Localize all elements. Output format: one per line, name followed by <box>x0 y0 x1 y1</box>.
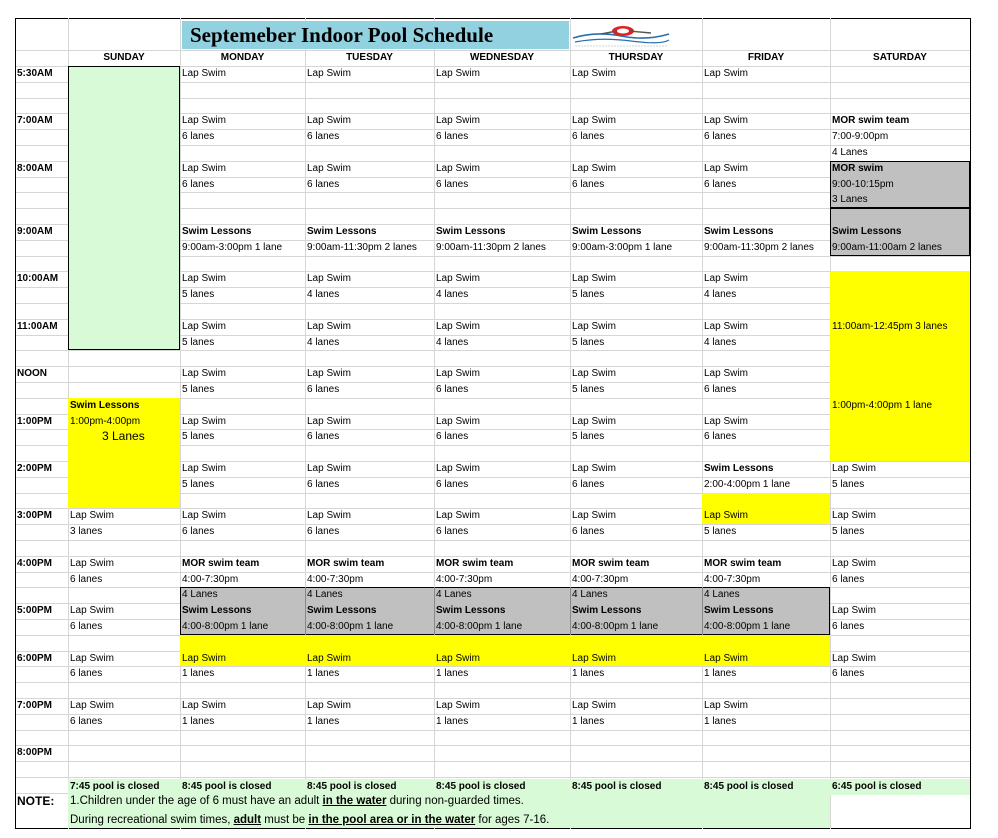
entry-text: 4:00-8:00pm 1 lane <box>704 621 791 632</box>
entry-text: Lap Swim <box>704 68 748 79</box>
day-header-saturday: SATURDAY <box>873 52 927 63</box>
entry-text: 6 lanes <box>572 526 605 537</box>
entry-text: 6 lanes <box>436 479 469 490</box>
entry-text: 6 lanes <box>572 131 605 142</box>
sun-closed <box>68 66 180 350</box>
entry-text: 4 lanes <box>436 289 469 300</box>
entry-text: 1 lanes <box>182 716 215 727</box>
mor-divider <box>305 587 306 635</box>
mor-divider <box>434 587 435 635</box>
entry-text: 6 lanes <box>572 179 605 190</box>
entry-text: 2:00-4:00pm 1 lane <box>704 479 791 490</box>
time-label: 10:00AM <box>17 273 59 284</box>
mor-divider <box>702 587 703 635</box>
entry-text: 4 lanes <box>704 337 737 348</box>
entry-text: 4:00-8:00pm 1 lane <box>182 621 269 632</box>
entry-text: 6 lanes <box>704 131 737 142</box>
entry-text: 4 Lanes <box>182 589 218 600</box>
entry-text: Lap Swim <box>307 700 351 711</box>
entry-heading: MOR swim <box>832 163 884 174</box>
entry-text: 1 lanes <box>307 668 340 679</box>
entry-text: 1 lanes <box>572 668 605 679</box>
entry-text: 1 lanes <box>307 716 340 727</box>
entry-text: Lap Swim <box>307 273 351 284</box>
entry-text: Lap Swim <box>307 463 351 474</box>
entry-text: Lap Swim <box>832 605 876 616</box>
entry-text: 1 lanes <box>704 668 737 679</box>
entry-text: Lap Swim <box>572 163 616 174</box>
entry-heading: Swim Lessons <box>182 226 252 237</box>
time-label: 6:00PM <box>17 653 53 664</box>
entry-text: 9:00-10:15pm <box>832 179 894 190</box>
entry-heading: Swim Lessons <box>436 605 506 616</box>
entry-text: Lap Swim <box>182 273 226 284</box>
grid-row-line <box>15 761 970 762</box>
entry-heading: MOR swim team <box>182 558 260 569</box>
entry-text: Lap Swim <box>182 416 226 427</box>
sunday-lanes-text: 3 Lanes <box>102 429 145 443</box>
entry-text: Lap Swim <box>182 700 226 711</box>
entry-text: 11:00am-12:45pm 3 lanes <box>832 321 948 332</box>
time-label: 5:00PM <box>17 605 53 616</box>
entry-text: 9:00am-11:30pm 2 lanes <box>307 242 417 253</box>
entry-text: 5 lanes <box>832 526 865 537</box>
swimmer-logo-icon <box>571 22 671 48</box>
entry-text: 4:00-8:00pm 1 lane <box>572 621 659 632</box>
grid-col-line <box>570 18 571 829</box>
grid-col-line <box>15 18 16 829</box>
grid-bottom-line <box>15 828 970 829</box>
entry-heading: Swim Lessons <box>436 226 506 237</box>
entry-text: Lap Swim <box>832 463 876 474</box>
sat-lessons <box>830 271 970 461</box>
entry-text: 5 lanes <box>704 526 737 537</box>
entry-text: Lap Swim <box>307 163 351 174</box>
entry-text: Lap Swim <box>436 273 480 284</box>
entry-text: 4:00-8:00pm 1 lane <box>436 621 523 632</box>
closing-time: 8:45 pool is closed <box>436 781 526 792</box>
note-emphasis: in the water <box>322 795 387 807</box>
entry-text: 6 lanes <box>704 179 737 190</box>
entry-text: Lap Swim <box>704 510 748 521</box>
entry-text: Lap Swim <box>572 115 616 126</box>
entry-text: 1 lanes <box>436 716 469 727</box>
entry-text: 4:00-7:30pm <box>572 574 629 585</box>
entry-text: 6 lanes <box>70 621 103 632</box>
entry-text: 6 lanes <box>182 179 215 190</box>
note-label: NOTE: <box>17 794 55 808</box>
entry-text: Lap Swim <box>572 321 616 332</box>
entry-text: 9:00am-3:00pm 1 lane <box>572 242 673 253</box>
entry-text: 5 lanes <box>182 479 215 490</box>
entry-text: 6 lanes <box>307 384 340 395</box>
closing-time: 8:45 pool is closed <box>572 781 662 792</box>
entry-text: Lap Swim <box>704 273 748 284</box>
grid-row-line <box>15 698 970 699</box>
entry-text: 4 lanes <box>436 337 469 348</box>
note-text: During recreational swim times, <box>70 814 234 826</box>
grid-row-line <box>15 682 970 683</box>
entry-text: 6 lanes <box>182 131 215 142</box>
entry-text: Lap Swim <box>436 68 480 79</box>
entry-text: Lap Swim <box>70 605 114 616</box>
entry-text: 6 lanes <box>436 526 469 537</box>
time-label: 7:00AM <box>17 115 53 126</box>
entry-text: 6 lanes <box>70 668 103 679</box>
entry-text: Lap Swim <box>436 463 480 474</box>
time-label: NOON <box>17 368 47 379</box>
note-emphasis: adult <box>233 814 262 826</box>
grid-row-line <box>15 350 970 351</box>
entry-text: 4:00-7:30pm <box>704 574 761 585</box>
entry-text: Lap Swim <box>70 700 114 711</box>
entry-text: 6 lanes <box>307 179 340 190</box>
entry-text: Lap Swim <box>182 68 226 79</box>
entry-text: 6 lanes <box>436 179 469 190</box>
entry-heading: Swim Lessons <box>832 226 902 237</box>
entry-text: 6 lanes <box>436 384 469 395</box>
entry-text: 4:00-8:00pm 1 lane <box>307 621 394 632</box>
entry-text: Lap Swim <box>572 700 616 711</box>
entry-text: 5 lanes <box>182 384 215 395</box>
note-text: during non-guarded times. <box>386 795 524 807</box>
entry-text: Lap Swim <box>832 510 876 521</box>
closing-time: 8:45 pool is closed <box>307 781 397 792</box>
entry-text: 5 lanes <box>182 337 215 348</box>
entry-text: 4 Lanes <box>704 589 740 600</box>
day-header-wednesday: WEDNESDAY <box>469 52 535 63</box>
entry-text: Lap Swim <box>182 653 226 664</box>
entry-heading: Swim Lessons <box>704 226 774 237</box>
entry-text: Lap Swim <box>436 368 480 379</box>
entry-text: Lap Swim <box>307 653 351 664</box>
entry-text: 6 lanes <box>436 431 469 442</box>
entry-text: 9:00am-11:00am 2 lanes <box>832 242 942 253</box>
entry-text: 1:00pm-4:00pm 1 lane <box>832 400 933 411</box>
entry-text: Lap Swim <box>70 558 114 569</box>
entry-text: Lap Swim <box>704 321 748 332</box>
time-label: 5:30AM <box>17 68 53 79</box>
entry-text: Lap Swim <box>436 163 480 174</box>
entry-text: 3 Lanes <box>832 194 868 205</box>
entry-text: 9:00am-11:30pm 2 lanes <box>704 242 814 253</box>
entry-text: 4 Lanes <box>832 147 868 158</box>
entry-text: Lap Swim <box>436 700 480 711</box>
entry-text: 5 lanes <box>572 337 605 348</box>
entry-text: 5 lanes <box>182 431 215 442</box>
entry-text: 9:00am-11:30pm 2 lanes <box>436 242 546 253</box>
closing-time: 8:45 pool is closed <box>182 781 272 792</box>
entry-text: Lap Swim <box>307 416 351 427</box>
entry-text: Lap Swim <box>182 115 226 126</box>
entry-text: Lap Swim <box>182 163 226 174</box>
grid-col-line <box>434 18 435 829</box>
entry-text: Lap Swim <box>572 653 616 664</box>
time-label: 1:00PM <box>17 416 53 427</box>
entry-text: 4:00-7:30pm <box>307 574 364 585</box>
grid-row-line <box>15 730 970 731</box>
schedule-title: Septemeber Indoor Pool Schedule <box>182 21 569 49</box>
entry-text: 6 lanes <box>307 131 340 142</box>
entry-text: 4:00-7:30pm <box>182 574 239 585</box>
entry-heading: Swim Lessons <box>307 605 377 616</box>
note-text: for ages 7-16. <box>475 814 550 826</box>
entry-text: Lap Swim <box>704 416 748 427</box>
entry-text: 3 lanes <box>70 526 103 537</box>
entry-text: 6 lanes <box>436 131 469 142</box>
grid-row-line <box>15 777 970 778</box>
entry-text: 4 lanes <box>307 337 340 348</box>
grid-row-line <box>15 366 970 367</box>
grid-col-line <box>180 18 181 829</box>
entry-text: 5 lanes <box>572 289 605 300</box>
entry-text: Lap Swim <box>704 163 748 174</box>
entry-heading: Swim Lessons <box>572 226 642 237</box>
entry-text: Lap Swim <box>572 463 616 474</box>
entry-text: 5 lanes <box>832 479 865 490</box>
entry-text: 4 lanes <box>307 289 340 300</box>
entry-text: 6 lanes <box>307 479 340 490</box>
entry-text: 6 lanes <box>704 384 737 395</box>
time-label: 2:00PM <box>17 463 53 474</box>
time-label: 8:00PM <box>17 747 53 758</box>
grid-col-line <box>702 18 703 829</box>
entry-text: Lap Swim <box>436 653 480 664</box>
entry-heading: MOR swim team <box>307 558 385 569</box>
entry-text: Lap Swim <box>832 653 876 664</box>
entry-text: 5 lanes <box>182 289 215 300</box>
grid-row-line <box>15 572 970 573</box>
entry-text: Lap Swim <box>436 115 480 126</box>
day-header-thursday: THURSDAY <box>608 52 664 63</box>
grid-row-line <box>15 714 970 715</box>
time-label: 8:00AM <box>17 163 53 174</box>
entry-text: 4 Lanes <box>307 589 343 600</box>
time-label: 11:00AM <box>17 321 58 332</box>
entry-text: Lap Swim <box>572 368 616 379</box>
entry-text: Lap Swim <box>572 416 616 427</box>
entry-text: 6 lanes <box>307 431 340 442</box>
entry-text: Lap Swim <box>572 68 616 79</box>
entry-text: 1:00pm-4:00pm <box>70 416 141 427</box>
entry-text: 1 lanes <box>572 716 605 727</box>
entry-text: 7:00-9:00pm <box>832 131 889 142</box>
entry-text: Lap Swim <box>182 368 226 379</box>
entry-heading: MOR swim team <box>704 558 782 569</box>
entry-text: Lap Swim <box>704 368 748 379</box>
entry-text: Lap Swim <box>182 463 226 474</box>
entry-text: Lap Swim <box>704 115 748 126</box>
entry-text: 6 lanes <box>182 526 215 537</box>
grid-row-line <box>15 524 970 525</box>
entry-heading: MOR swim team <box>832 115 910 126</box>
day-header-sunday: SUNDAY <box>103 52 145 63</box>
note-line-1 <box>70 793 524 809</box>
grid-row-line <box>15 745 970 746</box>
entry-heading: Swim Lessons <box>182 605 252 616</box>
closing-time: 6:45 pool is closed <box>832 781 922 792</box>
entry-heading: MOR swim team <box>572 558 650 569</box>
entry-text: 6 lanes <box>70 716 103 727</box>
grid-col-line <box>970 18 971 829</box>
entry-text: 1 lanes <box>182 668 215 679</box>
entry-text: Lap Swim <box>704 653 748 664</box>
time-label: 7:00PM <box>17 700 53 711</box>
entry-text: 5 lanes <box>572 431 605 442</box>
entry-heading: Swim Lessons <box>704 605 774 616</box>
entry-text: 9:00am-3:00pm 1 lane <box>182 242 283 253</box>
entry-text: 6 lanes <box>704 431 737 442</box>
note-text: must be <box>261 814 309 826</box>
entry-text: Lap Swim <box>182 510 226 521</box>
entry-text: Lap Swim <box>70 653 114 664</box>
day-header-monday: MONDAY <box>220 52 265 63</box>
grid-top-line <box>15 18 970 19</box>
entry-text: Lap Swim <box>436 416 480 427</box>
note-line-2 <box>70 812 549 828</box>
note-emphasis: in the pool area or in the water <box>308 814 476 826</box>
entry-text: Lap Swim <box>832 558 876 569</box>
note-text: 1.Children under the age of 6 must have an adult <box>70 795 323 807</box>
entry-text: 6 lanes <box>832 621 865 632</box>
entry-text: 6 lanes <box>832 574 865 585</box>
entry-text: 4 Lanes <box>572 589 608 600</box>
entry-text: 6 lanes <box>307 526 340 537</box>
entry-text: Lap Swim <box>572 273 616 284</box>
day-header-friday: FRIDAY <box>747 52 785 63</box>
entry-text: Lap Swim <box>307 321 351 332</box>
grid-col-line <box>305 18 306 829</box>
entry-text: 5 lanes <box>572 384 605 395</box>
closing-time: 7:45 pool is closed <box>70 781 160 792</box>
closing-time: 8:45 pool is closed <box>704 781 794 792</box>
entry-text: Lap Swim <box>572 510 616 521</box>
time-label: 4:00PM <box>17 558 53 569</box>
entry-text: Lap Swim <box>307 368 351 379</box>
mor-divider <box>570 587 571 635</box>
entry-heading: Swim Lessons <box>307 226 377 237</box>
time-label: 3:00PM <box>17 510 53 521</box>
entry-text: Lap Swim <box>436 321 480 332</box>
entry-text: Lap Swim <box>307 68 351 79</box>
entry-text: Lap Swim <box>704 700 748 711</box>
entry-text: 1 lanes <box>704 716 737 727</box>
entry-heading: Swim Lessons <box>70 400 140 411</box>
entry-text: 4 lanes <box>704 289 737 300</box>
entry-text: Lap Swim <box>307 115 351 126</box>
entry-text: 6 lanes <box>832 668 865 679</box>
entry-text: 4 Lanes <box>436 589 472 600</box>
entry-text: 6 lanes <box>572 479 605 490</box>
grid-row-line <box>15 382 970 383</box>
day-header-tuesday: TUESDAY <box>346 52 393 63</box>
time-label: 9:00AM <box>17 226 53 237</box>
entry-text: Lap Swim <box>70 510 114 521</box>
entry-text: 4:00-7:30pm <box>436 574 493 585</box>
entry-text: Lap Swim <box>307 510 351 521</box>
entry-text: Lap Swim <box>182 321 226 332</box>
entry-text: 6 lanes <box>70 574 103 585</box>
entry-heading: MOR swim team <box>436 558 514 569</box>
grid-row-line <box>15 666 970 667</box>
entry-heading: Swim Lessons <box>704 463 774 474</box>
entry-text: 1 lanes <box>436 668 469 679</box>
entry-text: Lap Swim <box>436 510 480 521</box>
entry-heading: Swim Lessons <box>572 605 642 616</box>
grid-row-line <box>15 540 970 541</box>
